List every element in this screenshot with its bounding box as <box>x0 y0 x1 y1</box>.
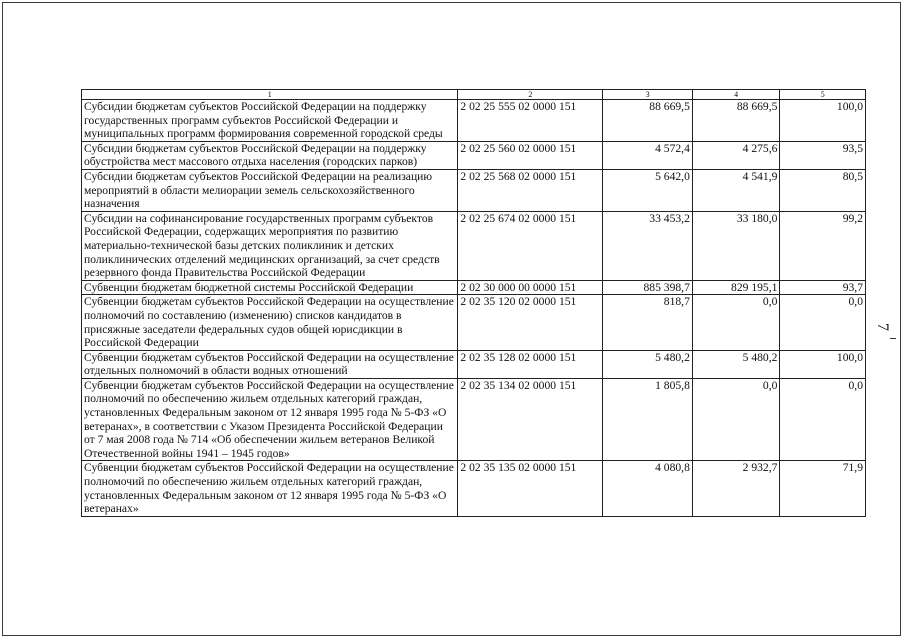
row-code: 2 02 30 000 00 0000 151 <box>458 280 603 295</box>
row-plan: 33 453,2 <box>603 211 693 280</box>
row-actual: 2 932,7 <box>692 461 780 516</box>
row-plan: 818,7 <box>603 295 693 350</box>
row-name: Субвенции бюджетам субъектов Российской Федерации на осуществление полномочий по обеспечению жильем отдельных категорий граждан, установленных Федеральным законом от 12 января 1995 года № 5-ФЗ «О ветеранах», в соответствии с Указом Президента Российской Федерации от 7 мая 2008 года № 714 «Об обеспечении жильем ветеранов Великой Отечественной войны 1941 – 1945 годов» <box>82 378 458 461</box>
row-percent: 71,9 <box>780 461 866 516</box>
row-name: Субсидии на софинансирование государственных программ субъектов Российской Федерации, содержащих мероприятия по развитию материально-технической базы детских поликлиник и детских поликлинических отделений медицинских организаций, за счет средств резервного фонда Правительства Российской Федерации <box>82 211 458 280</box>
row-actual: 5 480,2 <box>692 350 780 378</box>
header-col-1: 1 <box>82 90 458 100</box>
table-row <box>82 141 866 169</box>
header-col-5: 5 <box>780 90 866 100</box>
table-row <box>82 211 866 280</box>
row-percent: 0,0 <box>780 295 866 350</box>
row-code: 2 02 35 135 02 0000 151 <box>458 461 603 516</box>
table-header <box>82 90 866 100</box>
row-percent: 0,0 <box>780 378 866 461</box>
row-percent: 93,5 <box>780 141 866 169</box>
row-name: Субсидии бюджетам субъектов Российской Федерации на реализацию мероприятий в области мелиорации земель сельскохозяйственного назначения <box>82 169 458 211</box>
row-code: 2 02 25 568 02 0000 151 <box>458 169 603 211</box>
row-plan: 885 398,7 <box>603 280 693 295</box>
table-row <box>82 169 866 211</box>
row-percent: 100,0 <box>780 100 866 142</box>
row-actual: 33 180,0 <box>692 211 780 280</box>
row-code: 2 02 25 560 02 0000 151 <box>458 141 603 169</box>
header-col-2: 2 <box>458 90 603 100</box>
row-code: 2 02 35 120 02 0000 151 <box>458 295 603 350</box>
row-name: Субсидии бюджетам субъектов Российской Федерации на поддержку обустройства мест массового отдыха населения (городских парков) <box>82 141 458 169</box>
table-row <box>82 100 866 142</box>
row-percent: 100,0 <box>780 350 866 378</box>
row-plan: 88 669,5 <box>603 100 693 142</box>
budget-table <box>81 89 866 517</box>
row-code: 2 02 25 555 02 0000 151 <box>458 100 603 142</box>
row-percent: 99,2 <box>780 211 866 280</box>
row-name: Субвенции бюджетам бюджетной системы Российской Федерации <box>82 280 458 295</box>
table-row <box>82 295 866 350</box>
row-name: Субвенции бюджетам субъектов Российской Федерации на осуществление полномочий по составлению (изменению) списков кандидатов в присяжные заседатели федеральных судов общей юрисдикции в Российской Федерации <box>82 295 458 350</box>
row-actual: 829 195,1 <box>692 280 780 295</box>
row-code: 2 02 35 134 02 0000 151 <box>458 378 603 461</box>
page-number: 7 <box>874 323 891 331</box>
row-plan: 1 805,8 <box>603 378 693 461</box>
table-row <box>82 378 866 461</box>
row-name: Субвенции бюджетам субъектов Российской Федерации на осуществление отдельных полномочий в области водных отношений <box>82 350 458 378</box>
table-row <box>82 280 866 295</box>
row-actual: 88 669,5 <box>692 100 780 142</box>
row-actual: 0,0 <box>692 295 780 350</box>
row-code: 2 02 25 674 02 0000 151 <box>458 211 603 280</box>
row-plan: 4 572,4 <box>603 141 693 169</box>
row-actual: 4 275,6 <box>692 141 780 169</box>
row-name: Субсидии бюджетам субъектов Российской Федерации на поддержку государственных программ субъектов Российской Федерации и муниципальных программ формирования современной городской среды <box>82 100 458 142</box>
row-plan: 5 480,2 <box>603 350 693 378</box>
table-row <box>82 461 866 516</box>
header-col-3: 3 <box>603 90 693 100</box>
row-actual: 4 541,9 <box>692 169 780 211</box>
row-name: Субвенции бюджетам субъектов Российской Федерации на осуществление полномочий по обеспечению жильем отдельных категорий граждан, установленных Федеральным законом от 12 января 1995 года № 5-ФЗ «О ветеранах» <box>82 461 458 516</box>
table-row <box>82 350 866 378</box>
margin-tick-mark <box>890 338 896 339</box>
row-plan: 4 080,8 <box>603 461 693 516</box>
header-col-4: 4 <box>692 90 780 100</box>
row-code: 2 02 35 128 02 0000 151 <box>458 350 603 378</box>
row-percent: 80,5 <box>780 169 866 211</box>
row-actual: 0,0 <box>692 378 780 461</box>
row-plan: 5 642,0 <box>603 169 693 211</box>
row-percent: 93,7 <box>780 280 866 295</box>
table-body <box>82 100 866 517</box>
